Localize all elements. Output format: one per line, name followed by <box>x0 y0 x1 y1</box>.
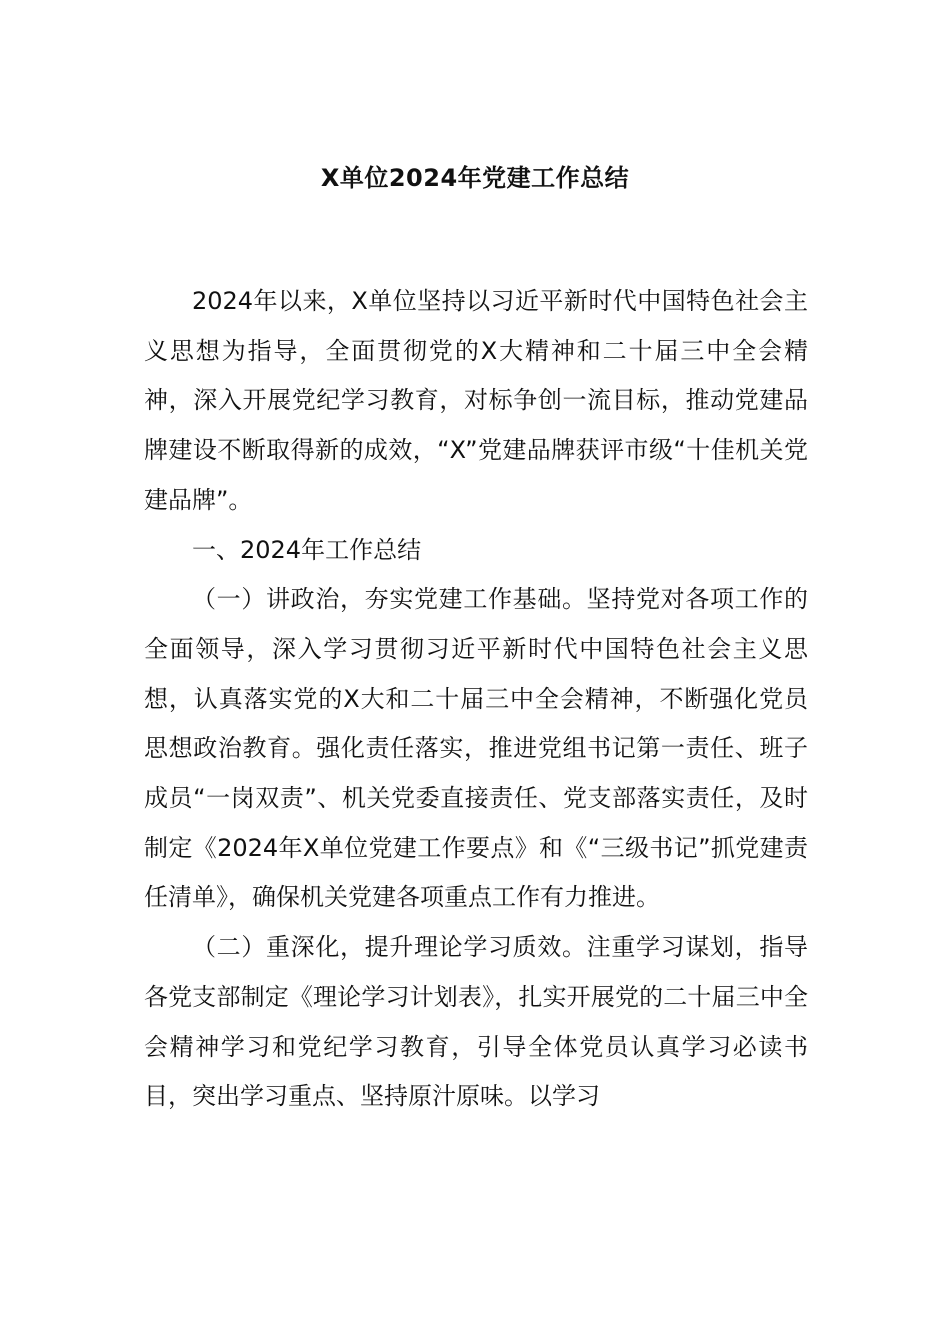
document-body <box>144 277 808 1122</box>
document-title: X单位2024年党建工作总结 <box>320 164 630 192</box>
section-heading: 一、2024年工作总结 <box>192 535 422 564</box>
paragraph-politics: （一）讲政治，夯实党建工作基础。坚持党对各项工作的全面领导，深入学习贯彻习近平新时代中国特色社会主义思想，认真落实党的X大和二十届三中全会精神，不断强化党员思想政治教育。强化责任落实，推进党组书记第一责任、班子成员“一岗双责”、机关党委直接责任、党支部落实责任，及时制定《2024年X单位党建工作要点》和《“三级书记”抓党建责任清单》，确保机关党建各项重点工作有力推进。 <box>144 585 808 912</box>
paragraph-study: （二）重深化，提升理论学习质效。注重学习谋划，指导各党支部制定《理论学习计划表》，扎实开展党的二十届三中全会精神学习和党纪学习教育，引导全体党员认真学习必读书目，突出学习重点、坚持原汁原味。以学习 <box>144 933 808 1111</box>
paragraph-intro: 2024年以来，X单位坚持以习近平新时代中国特色社会主义思想为指导，全面贯彻党的X大精神和二十届三中全会精神，深入开展党纪学习教育，对标争创一流目标，推动党建品牌建设不断取得新的成效，“X”党建品牌获评市级“十佳机关党建品牌”。 <box>144 287 808 514</box>
